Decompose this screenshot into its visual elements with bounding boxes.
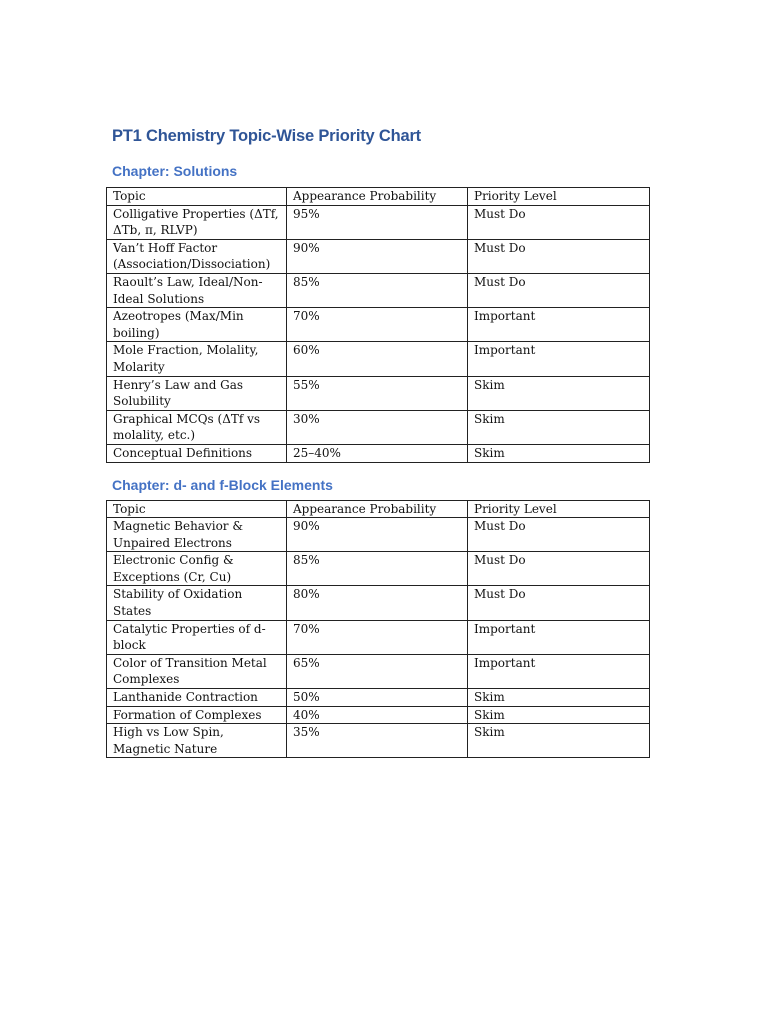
- column-header-priority: Priority Level: [468, 188, 650, 206]
- table-row: [107, 654, 650, 688]
- topic-cell: Lanthanide Contraction: [107, 689, 287, 707]
- table-row: [107, 518, 650, 552]
- d-f-block-priority-table: [106, 500, 650, 759]
- table-row: [107, 376, 650, 410]
- column-header-topic: Topic: [107, 500, 287, 518]
- table-row: [107, 205, 650, 239]
- table-row: [107, 410, 650, 444]
- probability-cell: 35%: [287, 724, 468, 758]
- chapter-heading-solutions: Chapter: Solutions: [112, 163, 238, 179]
- chapter-heading-d-f-block: Chapter: d- and f-Block Elements: [112, 476, 333, 493]
- solutions-priority-table: [106, 187, 650, 463]
- topic-cell: Stability of Oxidation States: [107, 586, 287, 620]
- probability-cell: 60%: [287, 342, 468, 376]
- document-title: PT1 Chemistry Topic-Wise Priority Chart: [112, 127, 421, 145]
- column-header-probability: Appearance Probability: [287, 188, 468, 206]
- topic-cell: Van’t Hoff Factor (Association/Dissociation): [107, 239, 287, 273]
- priority-cell: Important: [468, 342, 650, 376]
- probability-cell: 25–40%: [287, 444, 468, 462]
- probability-cell: 90%: [287, 518, 468, 552]
- table-row: [107, 689, 650, 707]
- priority-cell: Must Do: [468, 205, 650, 239]
- priority-cell: Skim: [468, 410, 650, 444]
- probability-cell: 80%: [287, 586, 468, 620]
- table-row: [107, 620, 650, 654]
- priority-cell: Important: [468, 654, 650, 688]
- table-row: [107, 552, 650, 586]
- topic-cell: Catalytic Properties of d-block: [107, 620, 287, 654]
- probability-cell: 55%: [287, 376, 468, 410]
- topic-cell: Electronic Config & Exceptions (Cr, Cu): [107, 552, 287, 586]
- topic-cell: Raoult’s Law, Ideal/Non-Ideal Solutions: [107, 273, 287, 307]
- table-row: [107, 273, 650, 307]
- probability-cell: 85%: [287, 273, 468, 307]
- probability-cell: 30%: [287, 410, 468, 444]
- priority-cell: Must Do: [468, 586, 650, 620]
- topic-cell: Graphical MCQs (ΔTf vs molality, etc.): [107, 410, 287, 444]
- priority-cell: Skim: [468, 689, 650, 707]
- table-header-row: [107, 500, 650, 518]
- table-header-row: [107, 188, 650, 206]
- topic-cell: Henry’s Law and Gas Solubility: [107, 376, 287, 410]
- priority-cell: Must Do: [468, 552, 650, 586]
- topic-cell: Color of Transition Metal Complexes: [107, 654, 287, 688]
- probability-cell: 65%: [287, 654, 468, 688]
- priority-cell: Must Do: [468, 239, 650, 273]
- priority-cell: Skim: [468, 376, 650, 410]
- priority-cell: Must Do: [468, 273, 650, 307]
- column-header-probability: Appearance Probability: [287, 500, 468, 518]
- table-row: [107, 239, 650, 273]
- table-row: [107, 444, 650, 462]
- table-row: [107, 706, 650, 724]
- table-row: [107, 724, 650, 758]
- document-page: [106, 124, 650, 758]
- topic-cell: Conceptual Definitions: [107, 444, 287, 462]
- probability-cell: 85%: [287, 552, 468, 586]
- priority-cell: Important: [468, 308, 650, 342]
- probability-cell: 50%: [287, 689, 468, 707]
- table-row: [107, 586, 650, 620]
- probability-cell: 95%: [287, 205, 468, 239]
- table-row: [107, 342, 650, 376]
- topic-cell: High vs Low Spin, Magnetic Nature: [107, 724, 287, 758]
- topic-cell: Azeotropes (Max/Min boiling): [107, 308, 287, 342]
- priority-cell: Important: [468, 620, 650, 654]
- topic-cell: Magnetic Behavior & Unpaired Electrons: [107, 518, 287, 552]
- topic-cell: Mole Fraction, Molality, Molarity: [107, 342, 287, 376]
- priority-cell: Skim: [468, 724, 650, 758]
- probability-cell: 40%: [287, 706, 468, 724]
- column-header-priority: Priority Level: [468, 500, 650, 518]
- table-row: [107, 308, 650, 342]
- column-header-topic: Topic: [107, 188, 287, 206]
- probability-cell: 90%: [287, 239, 468, 273]
- probability-cell: 70%: [287, 620, 468, 654]
- priority-cell: Skim: [468, 444, 650, 462]
- priority-cell: Skim: [468, 706, 650, 724]
- priority-cell: Must Do: [468, 518, 650, 552]
- topic-cell: Formation of Complexes: [107, 706, 287, 724]
- probability-cell: 70%: [287, 308, 468, 342]
- topic-cell: Colligative Properties (ΔTf, ΔTb, π, RLVP): [107, 205, 287, 239]
